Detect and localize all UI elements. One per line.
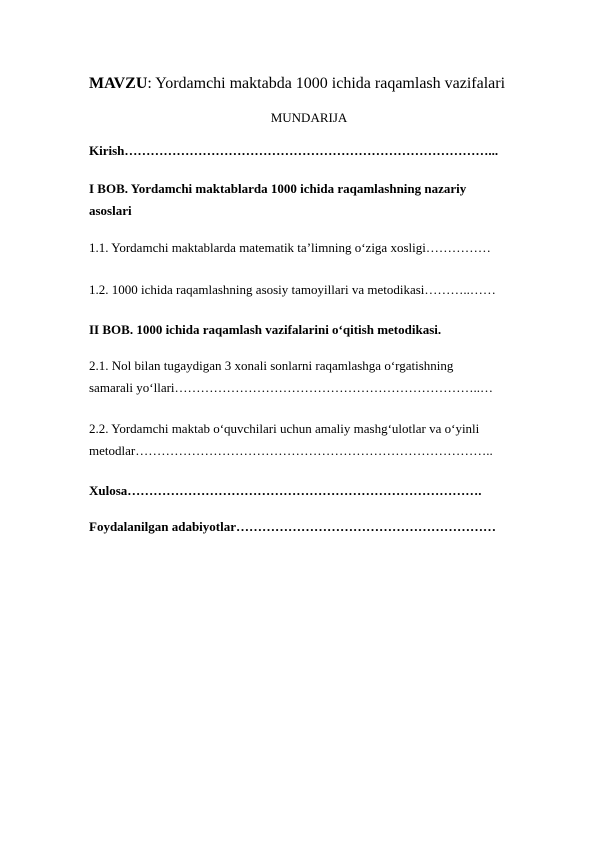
toc-line: Xulosa………………………………………………………………………. [89,483,482,498]
toc-line: 2.2. Yordamchi maktab o‘quvchilari uchun amaliy mashg‘ulotlar va o‘yinli [89,421,480,436]
toc-line: 1.1. Yordamchi maktablarda matematik ta’limning o‘ziga xosligi…………… [89,240,491,255]
toc-line: Kirish…………………………………………………………………………... [89,143,499,158]
document-title [89,75,505,93]
toc-entry-section-1-2 [89,279,529,301]
toc-entry-references [89,516,529,538]
toc-entry-section-1-1 [89,237,529,259]
toc-entry-chapter-1 [89,178,529,222]
title-label: MAVZU [89,75,148,92]
toc-line: 2.1. Nol bilan tugaydigan 3 xonali sonlarni raqamlashga o‘rgatishning [89,358,454,373]
toc-entry-section-2-1 [89,355,529,399]
toc-line: II BOB. 1000 ichida raqamlash vazifalarini o‘qitish metodikasi. [89,322,442,337]
title-separator: : [147,75,152,92]
toc-line: Foydalanilgan adabiyotlar…………………………………………………… [89,519,496,534]
toc-line: metodlar……………………………………………………………………….. [89,443,493,458]
toc-line: I BOB. Yordamchi maktablarda 1000 ichida raqamlashning nazariy [89,181,467,196]
title-text: Yordamchi maktabda 1000 ichida raqamlash vazifalari [151,75,506,92]
toc-entry-chapter-2 [89,319,529,341]
toc-entry-introduction [89,140,529,162]
toc-entry-section-2-2 [89,418,529,462]
toc-line: 1.2. 1000 ichida raqamlashning asosiy tamoyillari va metodikasi………..…… [89,282,496,297]
toc-line: asoslari [89,203,132,218]
toc-entry-conclusion [89,480,529,502]
toc-line: samarali yo‘llari……………………………………………………………..… [89,380,494,395]
contents-heading: MUNDARIJA [270,110,348,125]
